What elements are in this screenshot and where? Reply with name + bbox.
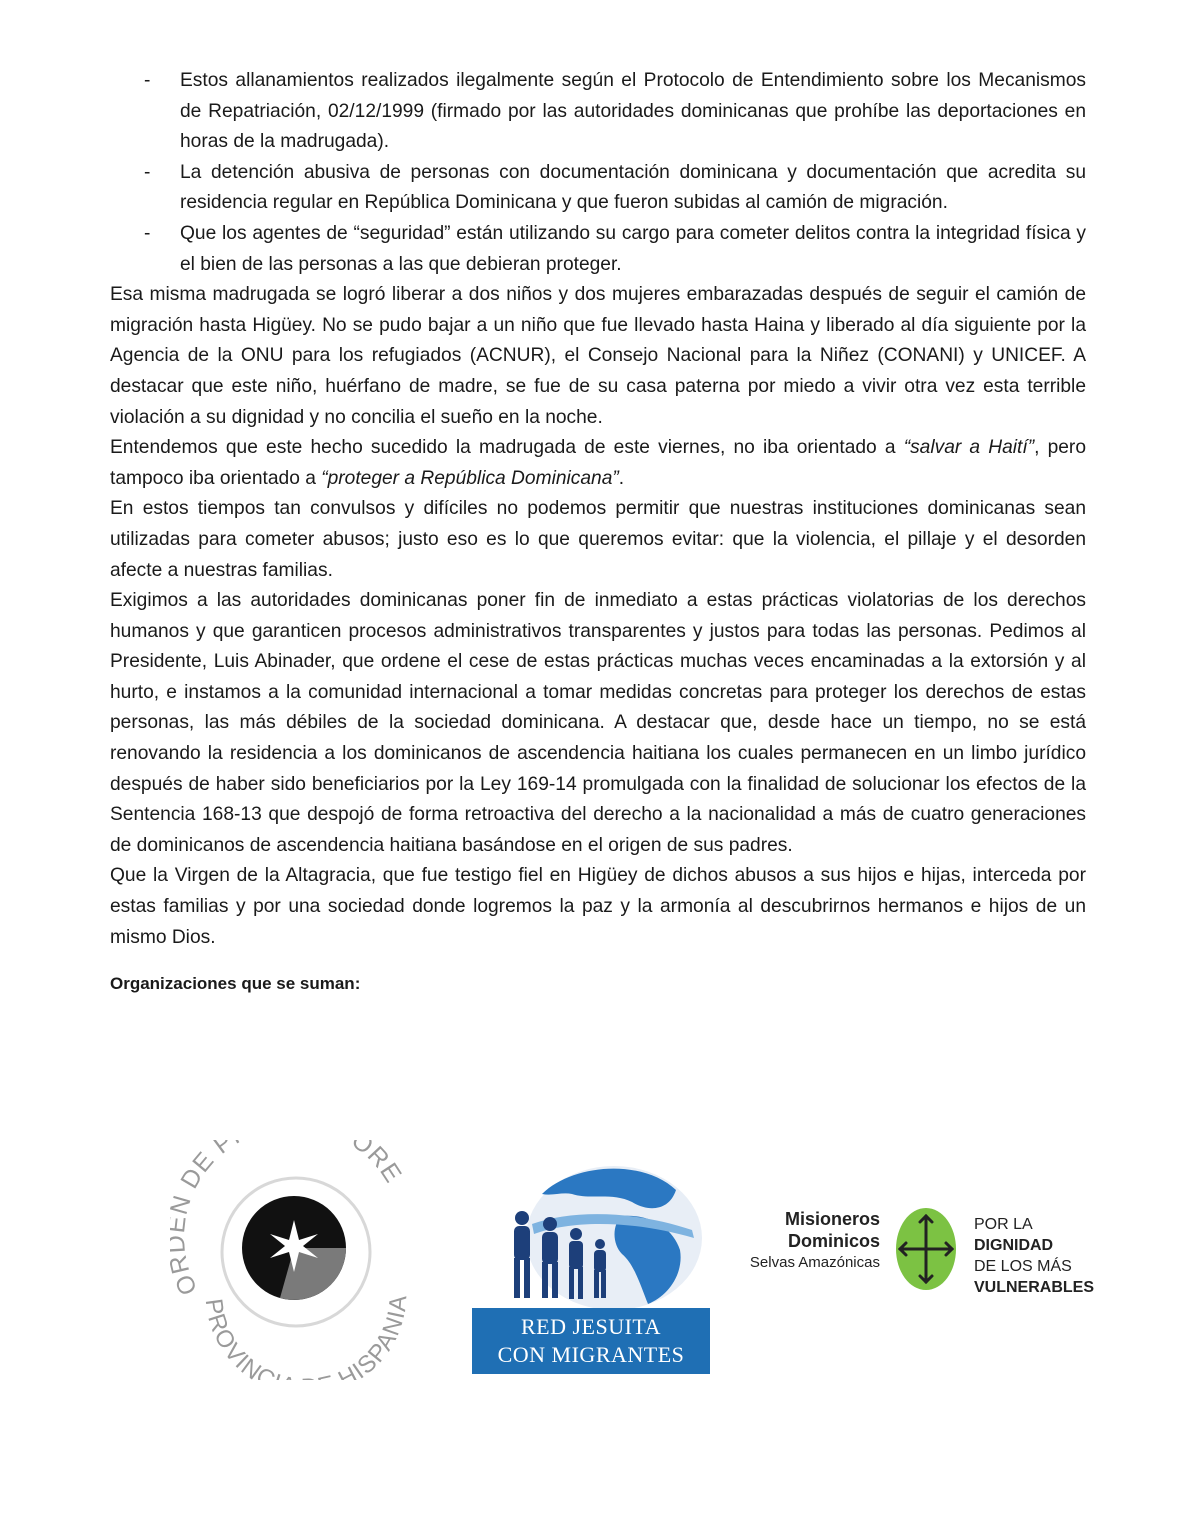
slogan-line2: DE LOS MÁS (974, 1258, 1072, 1275)
organization-logos (0, 1140, 1187, 1390)
misioneros-line2: Dominicos (787, 1231, 880, 1251)
list-item (110, 219, 1086, 280)
list-item-text: Que los agentes de “seguridad” están utilizando su cargo para cometer delitos contra la integridad física y el bien de las personas a las que debieran proteger. (180, 222, 1086, 275)
bullet-marker: - (144, 161, 151, 183)
orden-predicadores-logo (170, 1140, 420, 1380)
bullet-marker: - (144, 222, 151, 244)
red-jesuita-line2: CON MIGRANTES (497, 1342, 685, 1367)
slogan-line1-regular: POR LA (974, 1216, 1032, 1233)
red-jesuita-banner (472, 1308, 710, 1374)
cross-arrows-icon (894, 1206, 958, 1292)
list-item (110, 66, 1086, 158)
list-item-text: Estos allanamientos realizados ilegalmente según el Protocolo de Entendimiento sobre los Mecanismos de Repatriación, 02/12/1999 (firmado por las autoridades dominicanas que prohíbe las deportaciones en horas de la madrugada). (180, 70, 1086, 153)
red-jesuita-line1: RED JESUITA (520, 1314, 661, 1339)
misioneros-line3: Selvas Amazónicas (749, 1254, 880, 1271)
paragraph-institutions: En estos tiempos tan convulsos y difíciles no podemos permitir que nuestras instituciones dominicanas sean utilizadas para cometer abusos; justo eso es lo que queremos evitar: que la violencia, el pillaje y el desorden afecte a nuestras familias. (110, 498, 1086, 581)
dignidad-slogan (974, 1214, 1106, 1298)
bullet-marker: - (144, 70, 151, 91)
list-item-text: La detención abusiva de personas con documentación dominicana y documentación que acredita su residencia regular en República Dominicana y que fueron subidas al camión de migración. (180, 161, 1086, 214)
paragraph-orientation (110, 433, 1086, 494)
list-item (110, 158, 1086, 219)
orden-seal-icon (170, 1140, 420, 1380)
quote-salvar-haiti: “salvar a Haití” (903, 437, 1035, 459)
svg-text:PROVINCIA DE HISPANIA (200, 1293, 413, 1380)
organizations-heading: Organizaciones que se suman: (110, 974, 361, 994)
paragraph-text: . (618, 467, 625, 489)
globe-migrants-icon (472, 1154, 710, 1308)
misioneros-dominicos-logo (742, 1196, 1106, 1306)
misioneros-name (742, 1208, 880, 1274)
slogan-line1-bold: DIGNIDAD (974, 1237, 1054, 1254)
misioneros-line1: Misioneros (784, 1209, 880, 1229)
quote-proteger-rd: “proteger a República Dominicana” (321, 467, 619, 489)
orden-top-text: O DE P ORE (170, 1140, 408, 1300)
paragraph-demands: Exigimos a las autoridades dominicanas poner fin de inmediato a estas prácticas violatorias de los derechos humanos y que garanticen procesos administrativos transparentes y justos para todas las personas. Pedimos al Presidente, Luis Abinader, que ordene el cese de estas prácticas muchas veces encaminadas a la extorsión y al hurto, e instamos a la comunidad internacional a tomar medidas concretas para proteger los derechos de estas personas, las más débiles de la sociedad dominicana. A destacar que, desde hace un tiempo, no se está renovando la residencia a los dominicanos de ascendencia haitiana los cuales permanecen en un limbo jurídico después de haber sido beneficiarios por la Ley 169-14 promulgada con la finalidad de solucionar los efectos de la Sentencia 168-13 que despojó de forma retroactiva del derecho a la nacionalidad a más de cuatro generaciones de dominicanos de ascendencia haitiana basándose en el origen de sus padres. (110, 590, 1086, 856)
paragraph-text: Entendemos que este hecho sucedido la madrugada de este viernes, no iba orientado a (110, 437, 904, 459)
red-jesuita-logo (472, 1154, 710, 1376)
paragraph-liberation: Esa misma madrugada se logró liberar a dos niños y dos mujeres embarazadas después de seguir el camión de migración hasta Higüey. No se pudo bajar a un niño que fue llevado hasta Haina y liberado al día siguiente por la Agencia de la ONU para los refugiados (ACNUR), el Consejo Nacional para la Niñez (CONANI) y UNICEF. A destacar que este niño, huérfano de madre, se fue de su casa paterna por miedo a vivir otra vez esta terrible violación a su dignidad y no concilia el sueño en la noche. (110, 284, 1086, 428)
document-body (110, 66, 1086, 1000)
bullet-list (110, 66, 1086, 280)
paragraph-text: , pero tampoco iba orientado a (110, 437, 1086, 489)
slogan-line3: VULNERABLES (974, 1279, 1095, 1296)
orden-bottom-text: PROVINC HISPANIA (199, 1293, 413, 1380)
paragraph-prayer: Que la Virgen de la Altagracia, que fue testigo fiel en Higüey de dichos abusos a sus hijos e hijas, interceda por estas familias y por una sociedad donde logremos la paz y la armonía al descubrirnos hermanos e hijos de un mismo Dios. (110, 865, 1086, 948)
